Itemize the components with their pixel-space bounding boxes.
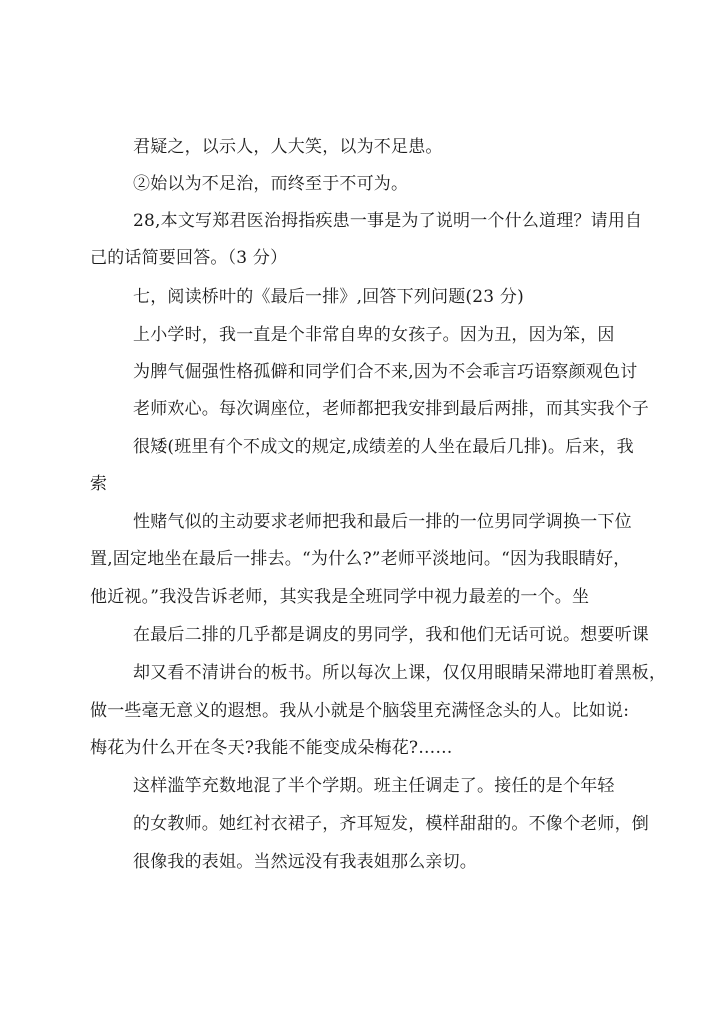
text-line: 上小学时，我一直是个非常自卑的女孩子。因为丑，因为笨，因 — [133, 325, 615, 345]
text-line: 老师欢心。每次调座位，老师都把我安排到最后两排，而其实我个子 — [133, 399, 649, 419]
text-line: 很像我的表姐。当然远没有我表姐那么亲切。 — [133, 852, 477, 872]
text-line: 这样滥竽充数地混了半个学期。班主任调走了。接任的是个年轻 — [133, 776, 615, 796]
text-line: 性赌气似的主动要求老师把我和最后一排的一位男同学调换一下位 — [133, 512, 632, 532]
text-line: 做一些毫无意义的遐想。我从小就是个脑袋里充满怪念头的人。比如说: — [90, 701, 630, 721]
text-line: ②始以为不足治，而终至于不可为。 — [133, 174, 409, 194]
text-line: 他近视。”我没告诉老师，其实我是全班同学中视力最差的一个。坐 — [90, 587, 590, 607]
text-line: 为脾气倔强性格孤僻和同学们合不来,因为不会乖言巧语察颜观色讨 — [133, 362, 638, 382]
text-line: 的女教师。她红衬衣裙子，齐耳短发，模样甜甜的。不像个老师，倒 — [133, 814, 649, 834]
text-line: 索 — [90, 474, 108, 494]
text-line: 七，阅读桥叶的《最后一排》,回答下列问题(23 分) — [133, 287, 524, 307]
text-line: 却又看不清讲台的板书。所以每次上课，仅仅用眼睛呆滞地盯着黑板， — [133, 663, 667, 683]
text-line: 很矮(班里有个不成文的规定,成绩差的人坐在最后几排)。后来，我 — [133, 437, 634, 457]
text-line: 28,本文写郑君医治拇指疾患一事是为了说明一个什么道理？请用自 — [133, 211, 643, 231]
text-line: 君疑之，以示人，人大笑，以为不足患。 — [133, 137, 443, 157]
text-line: 在最后二排的几乎都是调皮的男同学，我和他们无话可说。想要听课 — [133, 625, 649, 645]
text-line: 梅花为什么开在冬天?我能不能变成朵梅花?…… — [90, 738, 453, 758]
text-line: 己的话简要回答。（3 分） — [90, 248, 288, 268]
text-line: 置,固定地坐在最后一排去。“为什么?”老师平淡地问。“因为我眼睛好， — [90, 549, 631, 569]
